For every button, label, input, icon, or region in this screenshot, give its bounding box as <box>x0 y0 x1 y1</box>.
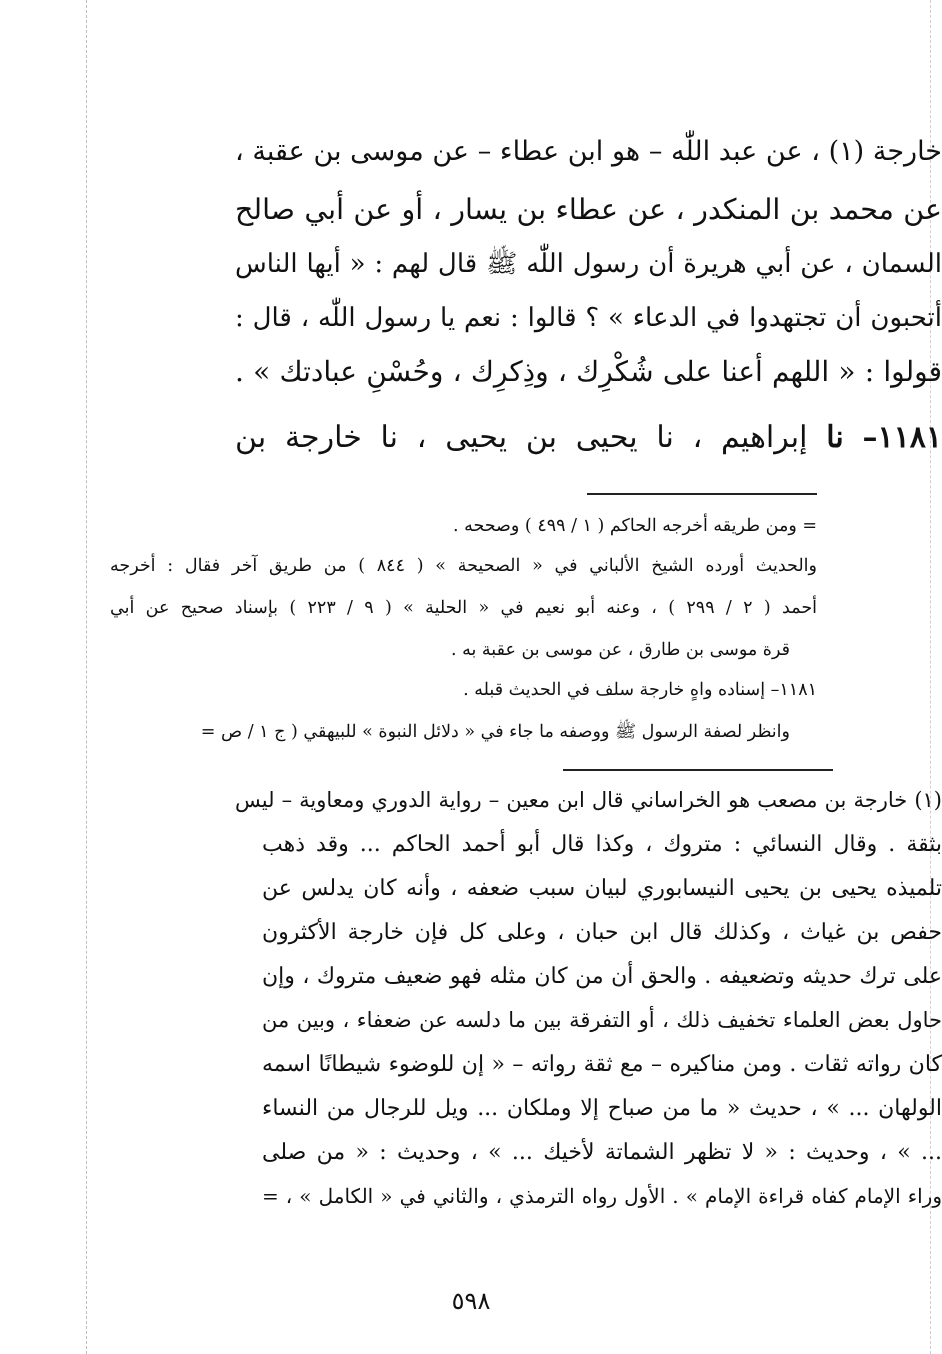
footnote-line: على ترك حديثه وتضعيفه . والحق أن من كان مثله فهو ضعيف متروك ، وإن <box>262 964 942 989</box>
commentary-line: والحديث أورده الشيخ الألباني في « الصحيحة » ( ٨٤٤ ) من طريق آخر فقال : أخرجه <box>110 556 817 576</box>
footnote-line: وراء الإمام كفاه قراءة الإمام » . الأول رواه الترمذي ، والثاني في « الكامل » ، = <box>262 1184 942 1208</box>
hadith-heading <box>235 418 942 458</box>
separator-rule <box>587 493 817 495</box>
hadith-narration-marker: نا <box>826 420 844 455</box>
footnote-line: ... » ، وحديث : « لا تظهر الشماتة لأخيك ... » ، وحديث : « من صلى <box>262 1140 942 1165</box>
commentary-line: ١١٨١– إسناده واهٍ خارجة سلف في الحديث قبله . <box>463 680 817 700</box>
main-line: خارجة (١) ، عن عبد اللّٰه – هو ابن عطاء – عن موسى بن عقبة ، <box>235 136 942 167</box>
main-line: أتحبون أن تجتهدوا في الدعاء » ؟ قالوا : نعم يا رسول اللّٰه ، قال : <box>235 303 942 333</box>
commentary-line: وانظر لصفة الرسول ﷺ ووصفه ما جاء في « دلائل النبوة » للبيهقي ( ج ١ / ص = <box>200 722 790 742</box>
scan-edge-left <box>86 0 87 1354</box>
footnote-line: حاول بعض العلماء تخفيف ذلك ، أو التفرقة بين ما دلسه عن ضعفاء ، وبين من <box>262 1008 942 1032</box>
commentary-line: قرة موسى بن طارق ، عن موسى بن عقبة به . <box>450 640 790 660</box>
footnote-line: (١) خارجة بن مصعب هو الخراساني قال ابن معين – رواية الدوري ومعاوية – ليس <box>235 788 942 812</box>
footnote-line: الولهان ... » ، حديث « ما من صباح إلا وملكان ... ويل للرجال من النساء <box>262 1096 942 1121</box>
commentary-line: أحمد ( ٢ / ٢٩٩ ) ، وعنه أبو نعيم في « الحلية » ( ٩ / ٢٢٣ ) بإسناد صحيح عن أبي <box>110 598 818 618</box>
main-line: قولوا : « اللهم أعنا على شُكْرِك ، وذِكرِك ، وحُسْنِ عبادتك » . <box>235 355 942 388</box>
footnote-line: تلميذه يحيى بن يحيى النيسابوري لبيان سبب ضعفه ، وأنه كان يدلس عن <box>262 876 942 901</box>
page-number: ٥٩٨ <box>451 1287 491 1315</box>
main-line: السمان ، عن أبي هريرة أن رسول اللّٰه ﷺ قال لهم : « أيها الناس <box>235 249 942 279</box>
hadith-chain: إبراهيم ، نا يحيى بن يحيى ، نا خارجة بن <box>235 420 808 455</box>
footnote-line: كان رواته ثقات . ومن مناكيره – مع ثقة رواته – « إن للوضوء شيطانًا اسمه <box>262 1052 942 1077</box>
main-line: عن محمد بن المنكدر ، عن عطاء بن يسار ، أو عن أبي صالح <box>235 193 942 226</box>
footnote-line: بثقة . وقال النسائي : متروك ، وكذا قال أبو أحمد الحاكم ... وقد ذهب <box>262 832 942 857</box>
footnote-rule <box>563 769 833 771</box>
commentary-line: = ومن طريقه أخرجه الحاكم ( ١ / ٤٩٩ ) وصححه . <box>452 516 817 536</box>
footnote-line: حفص بن غياث ، وكذلك قال ابن حبان ، وعلى كل فإن خارجة الأكثرون <box>262 920 942 945</box>
hadith-number: ١١٨١– <box>862 420 942 455</box>
